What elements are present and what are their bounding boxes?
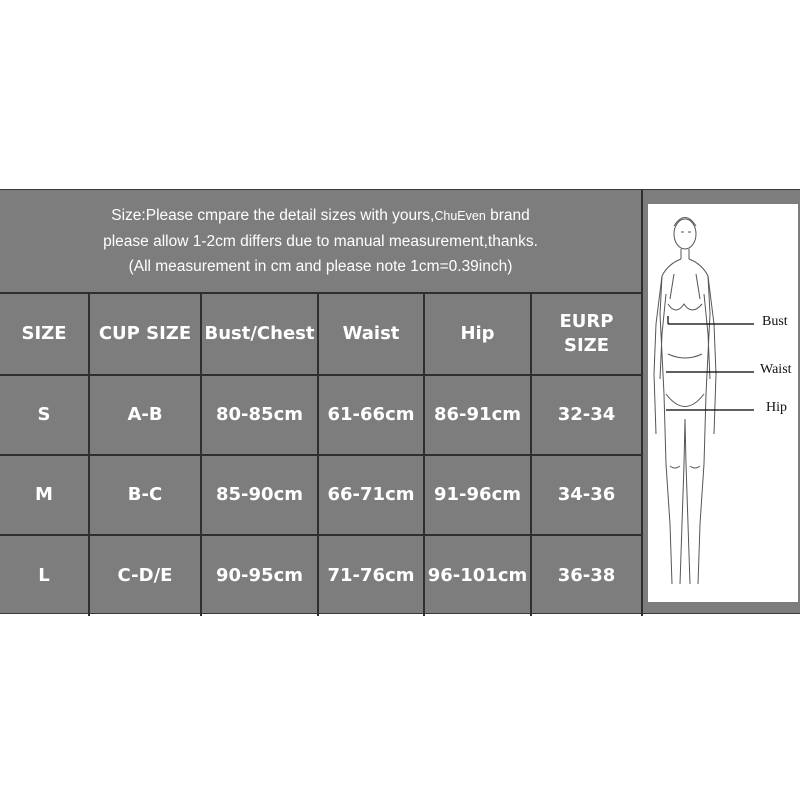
column-header-hip: Hip <box>425 294 532 374</box>
size-chart-header <box>0 190 643 294</box>
table-cell-eurp: 34-36 <box>532 456 643 534</box>
table-cell-bust: 80-85cm <box>202 376 319 454</box>
column-header-cup-size: CUP SIZE <box>90 294 202 374</box>
column-header-size: SIZE <box>0 294 90 374</box>
column-header-waist: Waist <box>319 294 425 374</box>
header-line-1 <box>111 203 529 229</box>
measurement-figure-panel <box>643 190 800 613</box>
header-line-1-suffix: brand <box>485 207 530 224</box>
table-cell-cup: A-B <box>90 376 202 454</box>
table-row <box>0 456 643 536</box>
header-line-1-text: Size:Please cmpare the detail sizes with yours, <box>111 207 435 224</box>
size-chart <box>0 189 800 614</box>
table-cell-eurp: 32-34 <box>532 376 643 454</box>
brand-name: ChuEven <box>434 209 486 223</box>
table-cell-hip: 86-91cm <box>425 376 532 454</box>
table-cell-size: S <box>0 376 90 454</box>
table-cell-eurp: 36-38 <box>532 536 643 616</box>
table-cell-size: M <box>0 456 90 534</box>
table-cell-bust: 90-95cm <box>202 536 319 616</box>
table-row <box>0 376 643 456</box>
table-cell-cup: B-C <box>90 456 202 534</box>
hip-label: Hip <box>766 400 787 415</box>
measurement-figure <box>648 204 798 602</box>
header-line-2: please allow 1-2cm differs due to manual measurement,thanks. <box>103 233 538 250</box>
table-cell-bust: 85-90cm <box>202 456 319 534</box>
table-cell-cup: C-D/E <box>90 536 202 616</box>
table-cell-size: L <box>0 536 90 616</box>
table-cell-hip: 96-101cm <box>425 536 532 616</box>
header-line-3: (All measurement in cm and please note 1cm=0.39inch) <box>128 258 513 275</box>
bust-label: Bust <box>762 314 788 329</box>
size-table <box>0 294 643 614</box>
table-cell-hip: 91-96cm <box>425 456 532 534</box>
table-cell-waist: 66-71cm <box>319 456 425 534</box>
table-row <box>0 536 643 616</box>
column-header-bust: Bust/Chest <box>202 294 319 374</box>
table-cell-waist: 61-66cm <box>319 376 425 454</box>
table-cell-waist: 71-76cm <box>319 536 425 616</box>
column-header-eurp-size: EURP SIZE <box>532 294 643 374</box>
waist-label: Waist <box>760 362 792 377</box>
table-header-row <box>0 294 643 376</box>
